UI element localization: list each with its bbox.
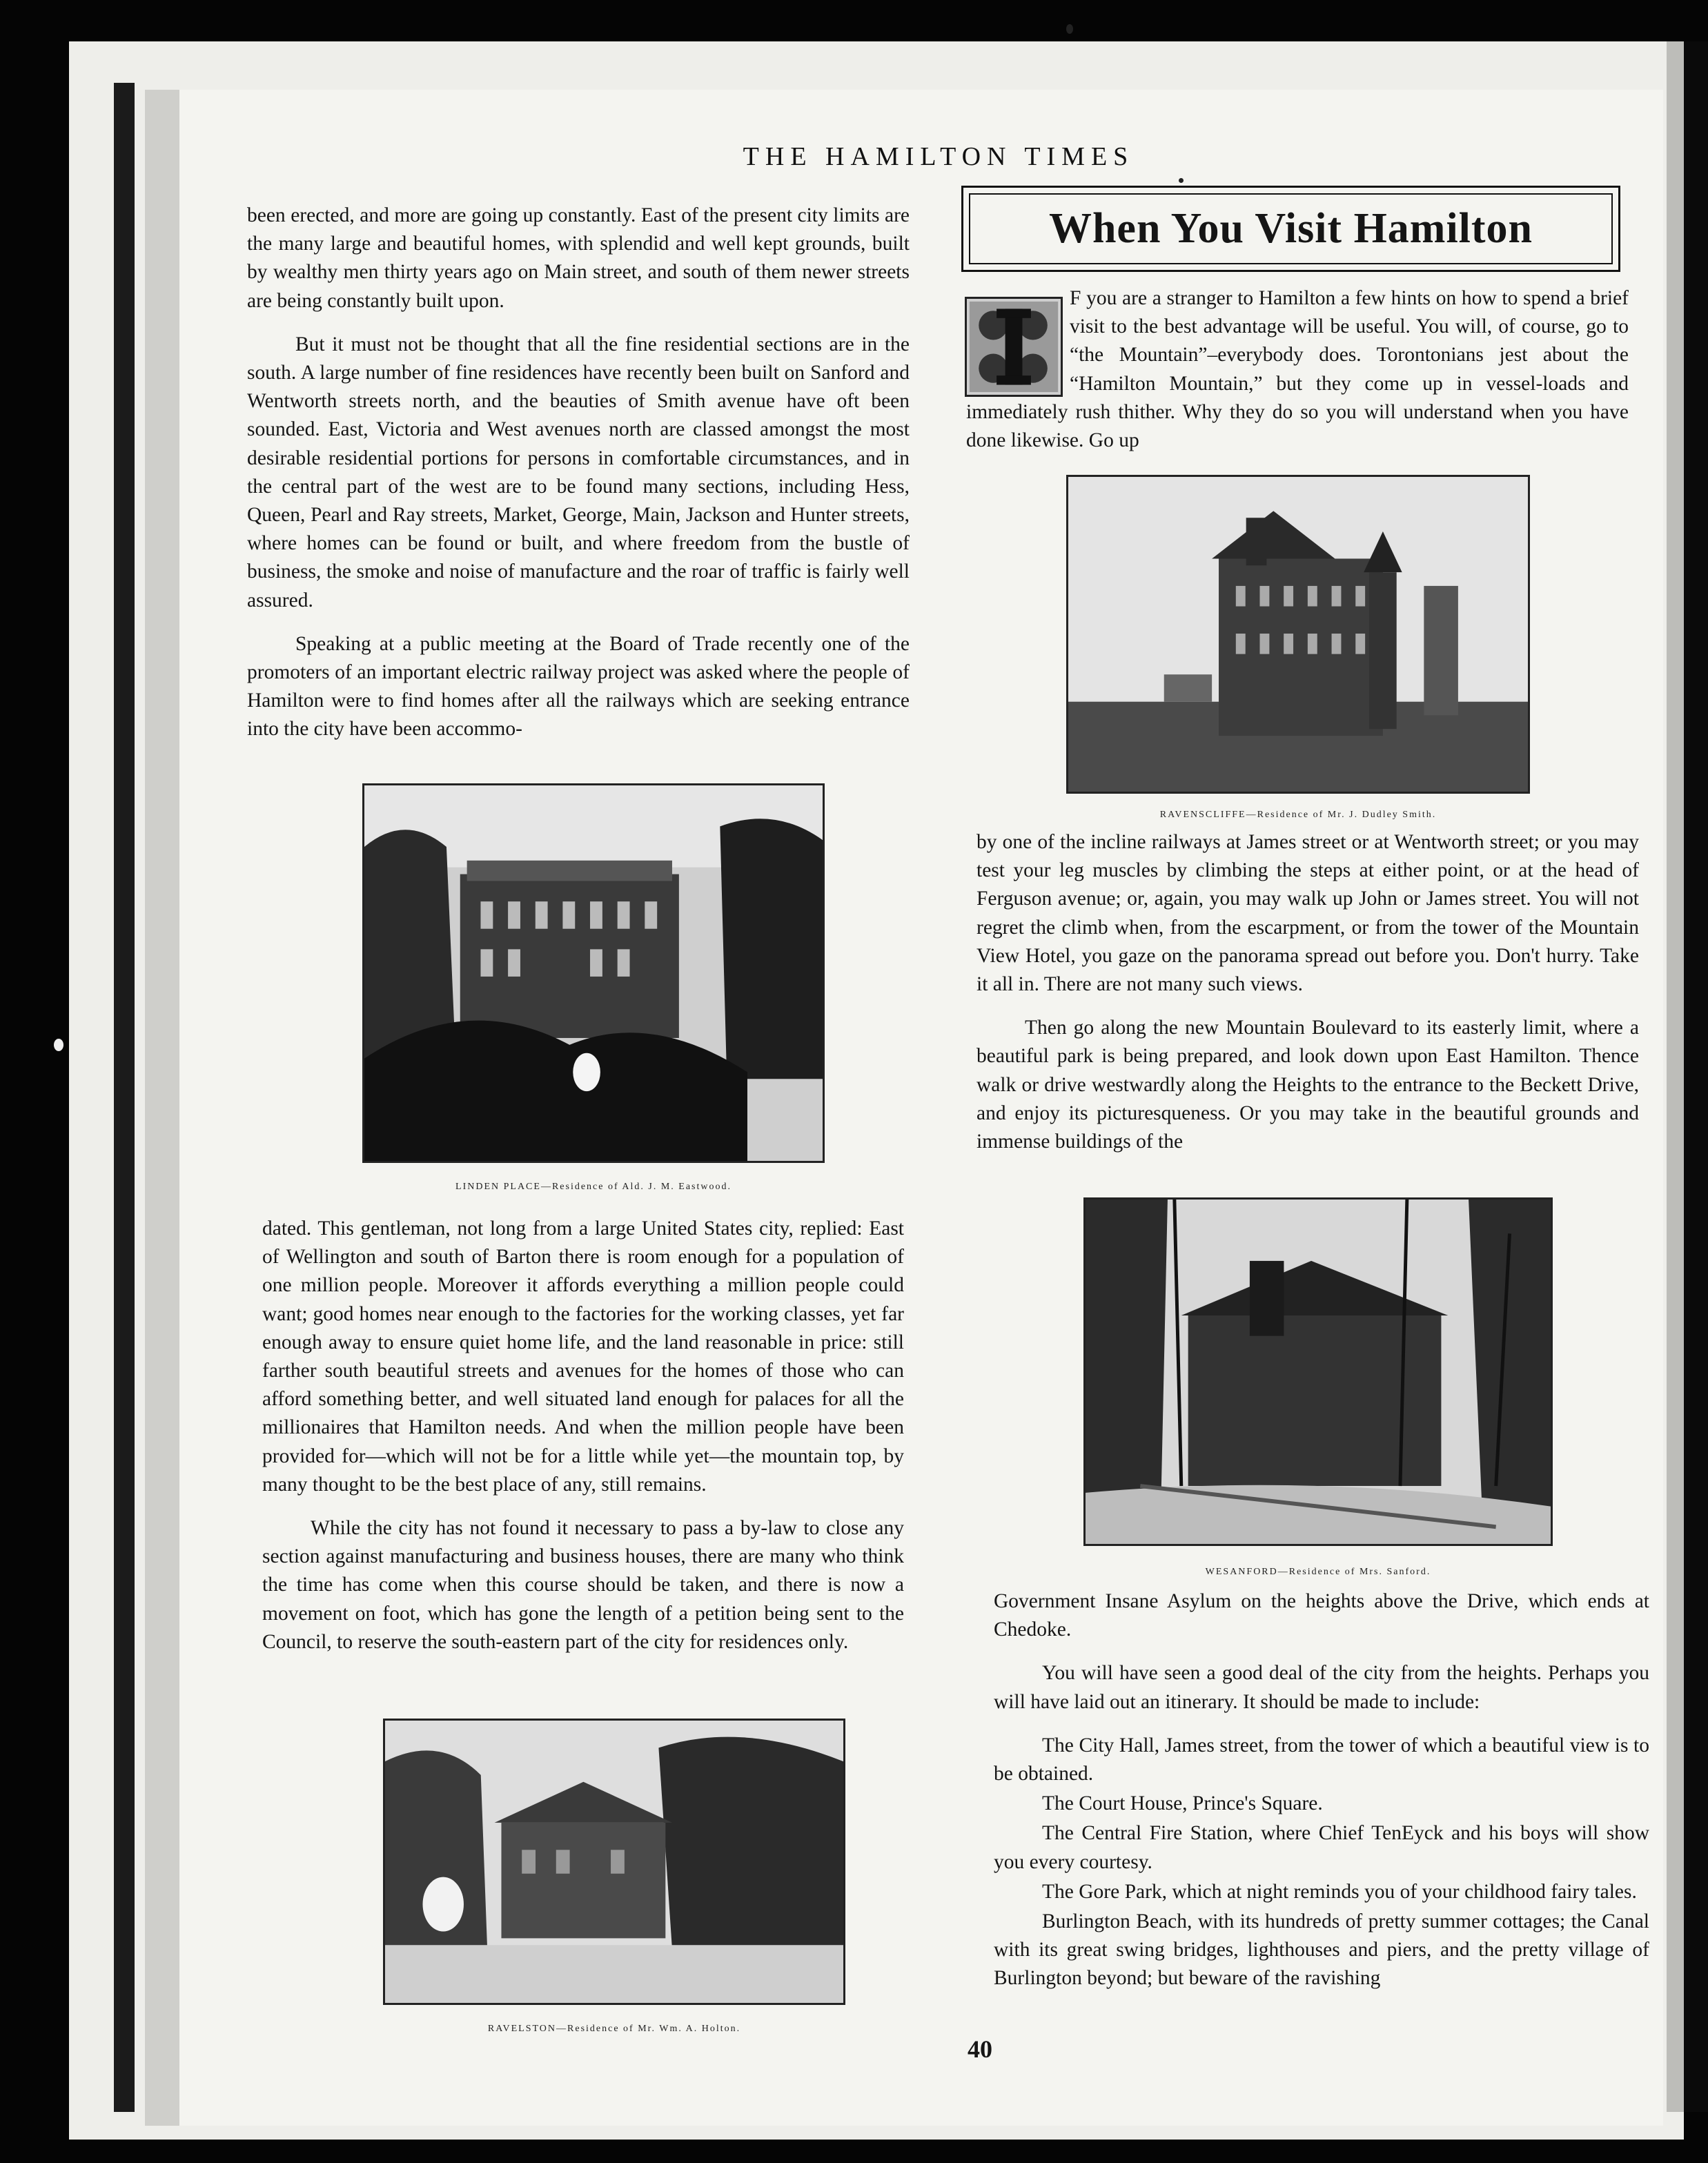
paragraph: But it must not be thought that all the fine residential sections are in the south. A large number of fine residences have recently been built on Sanford and Wentworth streets north, and the beauties of Smith avenue have oft been sounded. East, Victoria and West avenues north are classed amongst the most desirable residential portions for persons in comfortable circumstances, and in the central part of the west are to be found many sections, including Hess, Queen, Pearl and Ray streets, Market, George, Main, Jackson and Hunter streets, where homes can be found or built, and where freedom from the bustle of business, the smoke and noise of manufacture and the roar of traffic is fairly well assured. (247, 333, 910, 611)
right-intro (966, 284, 1629, 455)
intro-text: F you are a stranger to Hamilton a few hints on how to spend a brief visit to the best advantage will be useful. You will, of course, go to “the Mountain”–everybody does. Torontonians jest about the “Hamilton Mountain,” but they come up in vessel-loads and immediately rush thither. Why they do so you will understand when you have done likewise. Go up (966, 287, 1629, 452)
binding-shadow (114, 83, 135, 2112)
paragraph: Speaking at a public meeting at the Board of Trade recently one of the promoters of an important electric railway project was asked where the people of Hamilton were to find homes after all the railways which are seeking entrance into the city have been accommo- (247, 632, 910, 741)
itinerary-item: The Gore Park, which at night reminds you of your childhood fairy tales. (1042, 1880, 1637, 1903)
photo-caption: RAVELSTON—Residence of Mr. Wm. A. Holton. (487, 2024, 741, 2034)
page-number: 40 (968, 2035, 992, 2063)
article-title: When You Visit Hamilton (969, 193, 1613, 264)
photo-caption: RAVENSCLIFFE—Residence of Mr. J. Dudley Smith. (1159, 810, 1437, 820)
itinerary-item: The Central Fire Station, where Chief TenEyck and his boys will show you every courtesy. (994, 1822, 1649, 1873)
paragraph: Government Insane Asylum on the heights above the Drive, which ends at Chedoke. (994, 1590, 1649, 1641)
binding-gutter (145, 90, 179, 2126)
paragraph: by one of the incline railways at James street or at Wentworth street; or you may test your leg muscles by climbing the steps at either point, or at the head of Ferguson avenue; or, again, you may walk up John or James street. You will not regret the climb when, from the escarpment, or from the tower of the Mountain View Hotel, you gaze on the panorama spread out before you. Don't hurry. Take it all in. There are not many such views. (976, 831, 1639, 996)
paragraph: been erected, and more are going up constantly. East of the present city limits are the many large and beautiful homes, with splendid and well kept grounds, built by wealthy men thirty years ago on Main street, and south of them newer streets are being constantly built upon. (247, 204, 910, 312)
itinerary-item: Burlington Beach, with its hundreds of pretty summer cottages; the Canal with its great swing bridges, lighthouses and piers, and the pretty village of Burlington beyond; but beware of the ravishing (994, 1910, 1649, 1990)
photo-linden-place (362, 783, 825, 1163)
article-title-box (961, 186, 1620, 272)
paragraph: Then go along the new Mountain Boulevard to its easterly limit, where a beautiful park is being prepared, and look down upon East Hamilton. Thence walk or drive westwardly along the Heights to the entrance to the Beckett Drive, and enjoy its picturesqueness. Or you may take in the beautiful grounds and immense buildings of the (976, 1017, 1639, 1153)
photo-wesanford (1083, 1197, 1553, 1546)
photo-caption: LINDEN PLACE—Residence of Ald. J. M. Eastwood. (455, 1182, 732, 1192)
dropcap-spacer (966, 284, 1070, 396)
itinerary-item: The City Hall, James street, from the tower of which a beautiful view is to be obtained. (994, 1734, 1649, 1785)
right-column-bottom (994, 1587, 1649, 1995)
scan-speck (1066, 24, 1073, 34)
left-column-top (247, 202, 910, 759)
intro-paragraph (966, 284, 1629, 455)
right-page-edge (1667, 41, 1684, 2112)
paragraph: dated. This gentleman, not long from a large United States city, replied: East of Wellington and south of Barton there is room enough for a population of one million people. Moreover it affords everything a million people could want; good homes near enough to the factories for the working classes, yet far enough away to ensure quiet home life, and the land reasonable in price: still farther south beautiful streets and avenues for the homes of those who can afford something better, and well situated land enough for palaces for all the millionaires that Hamilton needs. And when the million people have been provided for—which will not be for a little while yet—the mountain top, by many thought to be the best place of any, still remains. (262, 1217, 904, 1496)
photo-ravelston (383, 1719, 845, 2005)
photo-caption: WESANFORD—Residence of Mrs. Sanford. (1205, 1567, 1431, 1577)
masthead: THE HAMILTON TIMES (743, 142, 1135, 171)
left-column-bottom (262, 1215, 904, 1672)
scan-speck (54, 1039, 63, 1051)
photo-ravenscliffe (1066, 475, 1530, 794)
paragraph: You will have seen a good deal of the city from the heights. Perhaps you will have laid out an itinerary. It should be made to include: (994, 1662, 1649, 1713)
scan-speck (1179, 178, 1184, 183)
itinerary-item: The Court House, Prince's Square. (1042, 1792, 1323, 1815)
right-column-middle (976, 828, 1639, 1171)
paragraph: While the city has not found it necessary to pass a by-law to close any section against manufacturing and business houses, there are many who think the time has come when this course should be taken, and there is now a movement on foot, which has gone the length of a petition being sent to the Council, to reserve the south-eastern part of the city for residences only. (262, 1517, 904, 1653)
scan-border (1684, 41, 1708, 2112)
